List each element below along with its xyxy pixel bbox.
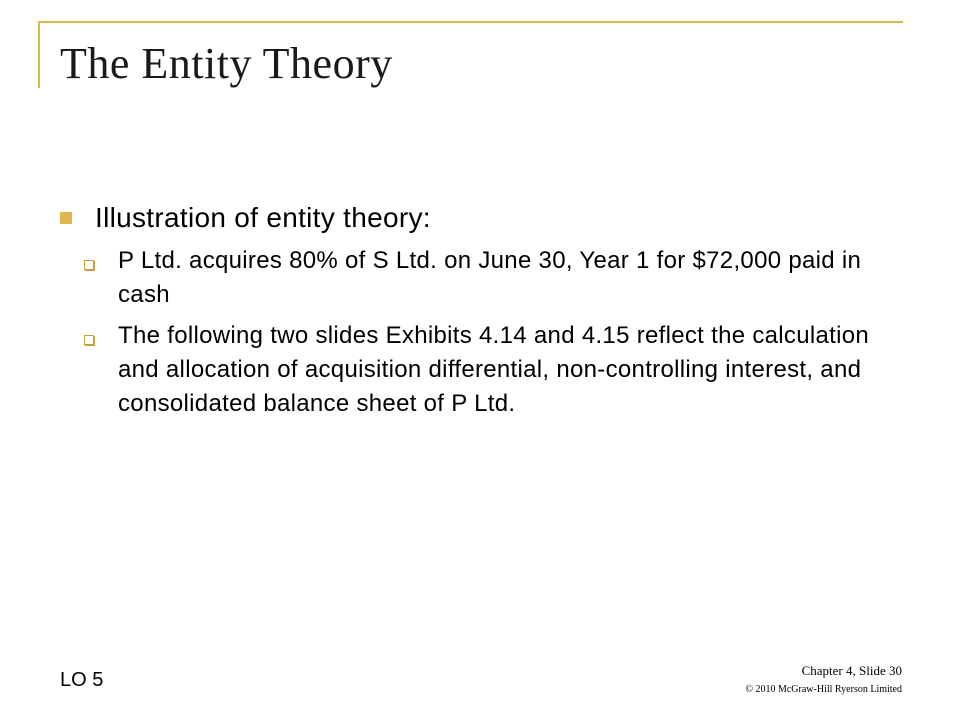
hollow-square-bullet-icon xyxy=(84,335,94,345)
sub-bullet-text: P Ltd. acquires 80% of S Ltd. on June 30, Year 1 for $72,000 paid in cash xyxy=(118,247,862,308)
copyright-notice: © 2010 McGraw-Hill Ryerson Limited xyxy=(745,684,902,695)
chapter-slide-number: Chapter 4, Slide 30 xyxy=(801,663,902,678)
slide-footer xyxy=(745,663,902,697)
sub-bullet-text: The following two slides Exhibits 4.14 and 4.15 reflect the calculation and allocation of acquisition differential, non-controlling interest, and consolidated balance sheet of P Ltd. xyxy=(118,322,870,417)
title-accent-line-left xyxy=(38,21,40,88)
title-accent-line-top xyxy=(38,21,903,23)
hollow-square-bullet-icon xyxy=(84,260,94,270)
sub-bullet-list xyxy=(84,244,920,421)
slide-title: The Entity Theory xyxy=(60,39,393,88)
square-bullet-icon xyxy=(60,212,72,224)
learning-objective-label: LO 5 xyxy=(60,669,104,691)
slide-body xyxy=(60,196,920,428)
sub-bullet-item xyxy=(84,319,920,421)
sub-bullet-item xyxy=(84,244,920,312)
bullet-item xyxy=(60,196,920,240)
bullet-text: Illustration of entity theory: xyxy=(95,202,431,233)
